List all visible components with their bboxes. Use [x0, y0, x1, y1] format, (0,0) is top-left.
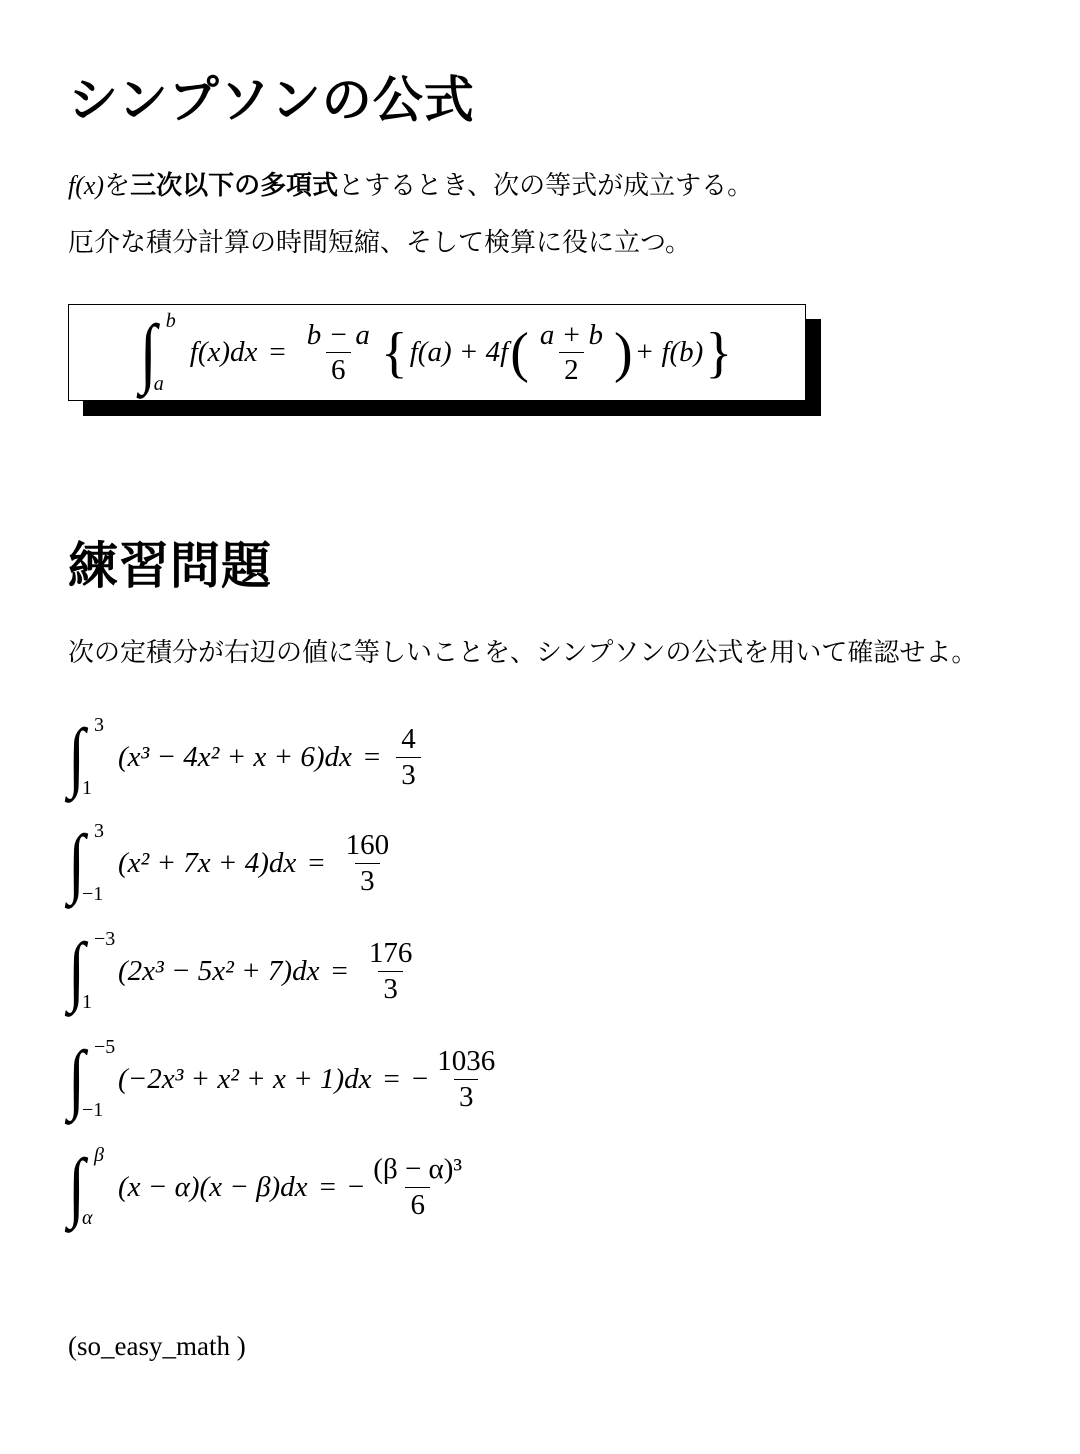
exercise-integrand: (x³ − 4x² + x + 6)dx: [118, 740, 352, 773]
exercise-equals: =: [319, 1170, 336, 1203]
result-numerator: 176: [368, 937, 413, 970]
exercise-result: [368, 1154, 467, 1220]
particle-wo: を: [104, 171, 131, 201]
result-denominator: 3: [355, 863, 380, 896]
integral-upper-bound: β: [94, 1144, 104, 1166]
integral-lower-bound: 1: [82, 991, 92, 1013]
integral-sign: ∫ −3 1: [68, 928, 116, 1014]
exercise-row: [68, 1036, 504, 1122]
result-numerator: 4: [401, 723, 416, 756]
intro-line-2: 厄介な積分計算の時間短縮、そして検算に役に立つ。: [68, 228, 691, 258]
exercise-row: [68, 714, 425, 800]
exercise-sign: −: [347, 1170, 365, 1203]
integral-lower-bound: a: [153, 372, 164, 395]
close-paren: ): [613, 321, 633, 384]
exercise-instruction: 次の定積分が右辺の値に等しいことを、シンプソンの公式を用いて確認せよ。: [68, 638, 978, 668]
exercise-row: [68, 820, 398, 906]
result-numerator: 160: [345, 829, 390, 862]
integral-upper-bound: −5: [94, 1036, 116, 1058]
exercise-integrand: (2x³ − 5x² + 7)dx: [118, 954, 320, 987]
integral-sign: ∫ −5 −1: [68, 1036, 116, 1122]
fx-label: f(x): [68, 171, 105, 200]
midpoint-denominator: 2: [559, 352, 584, 385]
exercise-result: [396, 724, 421, 790]
exercise-result: [341, 830, 395, 896]
formula-integrand: f(x)dx: [189, 336, 258, 368]
exercise-result: [364, 938, 418, 1004]
fraction-denominator: 6: [326, 352, 351, 385]
integral-lower-bound: −1: [82, 1099, 104, 1121]
integral-lower-bound: 1: [82, 777, 92, 799]
exercise-equals: =: [383, 1062, 400, 1095]
formula-fraction: [302, 320, 375, 386]
exercise-row: [68, 1144, 471, 1230]
open-paren: (: [510, 321, 529, 384]
exercise-result: [432, 1046, 500, 1112]
integral-upper-bound: 3: [94, 820, 104, 842]
midpoint-fraction: [535, 320, 608, 386]
author-credit: (so_easy_math ): [68, 1331, 246, 1361]
fraction-numerator: b − a: [306, 318, 370, 351]
result-numerator: (β − α)³: [373, 1153, 463, 1186]
simpson-formula: [139, 309, 734, 395]
exercise-equals: =: [363, 740, 381, 773]
exercise-integrand: (x² + 7x + 4)dx: [118, 846, 297, 879]
result-numerator: 1036: [437, 1045, 496, 1078]
integral-upper-bound: −3: [94, 928, 116, 950]
formula-term-1: f(a) + 4f: [409, 336, 509, 368]
result-denominator: 3: [396, 757, 421, 790]
intro-line-1: [68, 165, 753, 202]
integral-upper-bound: 3: [94, 714, 104, 736]
section-title-simpson: シンプソンの公式: [68, 70, 475, 129]
exercise-equals: =: [308, 846, 325, 879]
close-brace: }: [705, 321, 733, 384]
exercise-sign: −: [411, 1062, 429, 1095]
integral-sign: ∫ 3 1: [68, 714, 104, 800]
simpson-formula-box: [68, 304, 806, 401]
section-title-exercises: 練習問題: [68, 536, 272, 595]
result-denominator: 6: [405, 1187, 430, 1220]
open-brace: {: [380, 321, 408, 384]
exercise-row: [68, 928, 421, 1014]
integral-lower-bound: −1: [82, 883, 104, 905]
integral-upper-bound: b: [165, 309, 176, 332]
result-denominator: 3: [378, 971, 403, 1004]
midpoint-numerator: a + b: [539, 318, 603, 351]
result-denominator: 3: [454, 1079, 479, 1112]
integral-sign: ∫ 3 −1: [68, 820, 104, 906]
intro-line-1-rest: とするとき、次の等式が成立する。: [338, 171, 754, 201]
integral-lower-bound: α: [82, 1207, 93, 1229]
exercise-integrand: (x − α)(x − β)dx: [118, 1170, 308, 1203]
exercise-equals: =: [331, 954, 348, 987]
integral-sign: ∫ β α: [68, 1144, 104, 1230]
cubic-polynomial-emphasis: 三次以下の多項式: [130, 171, 339, 201]
integral-sign: ∫ b a: [139, 309, 176, 395]
exercise-integrand: (−2x³ + x² + x + 1)dx: [118, 1062, 372, 1095]
formula-term-3: + f(b): [634, 336, 704, 368]
formula-equals: =: [269, 336, 286, 368]
